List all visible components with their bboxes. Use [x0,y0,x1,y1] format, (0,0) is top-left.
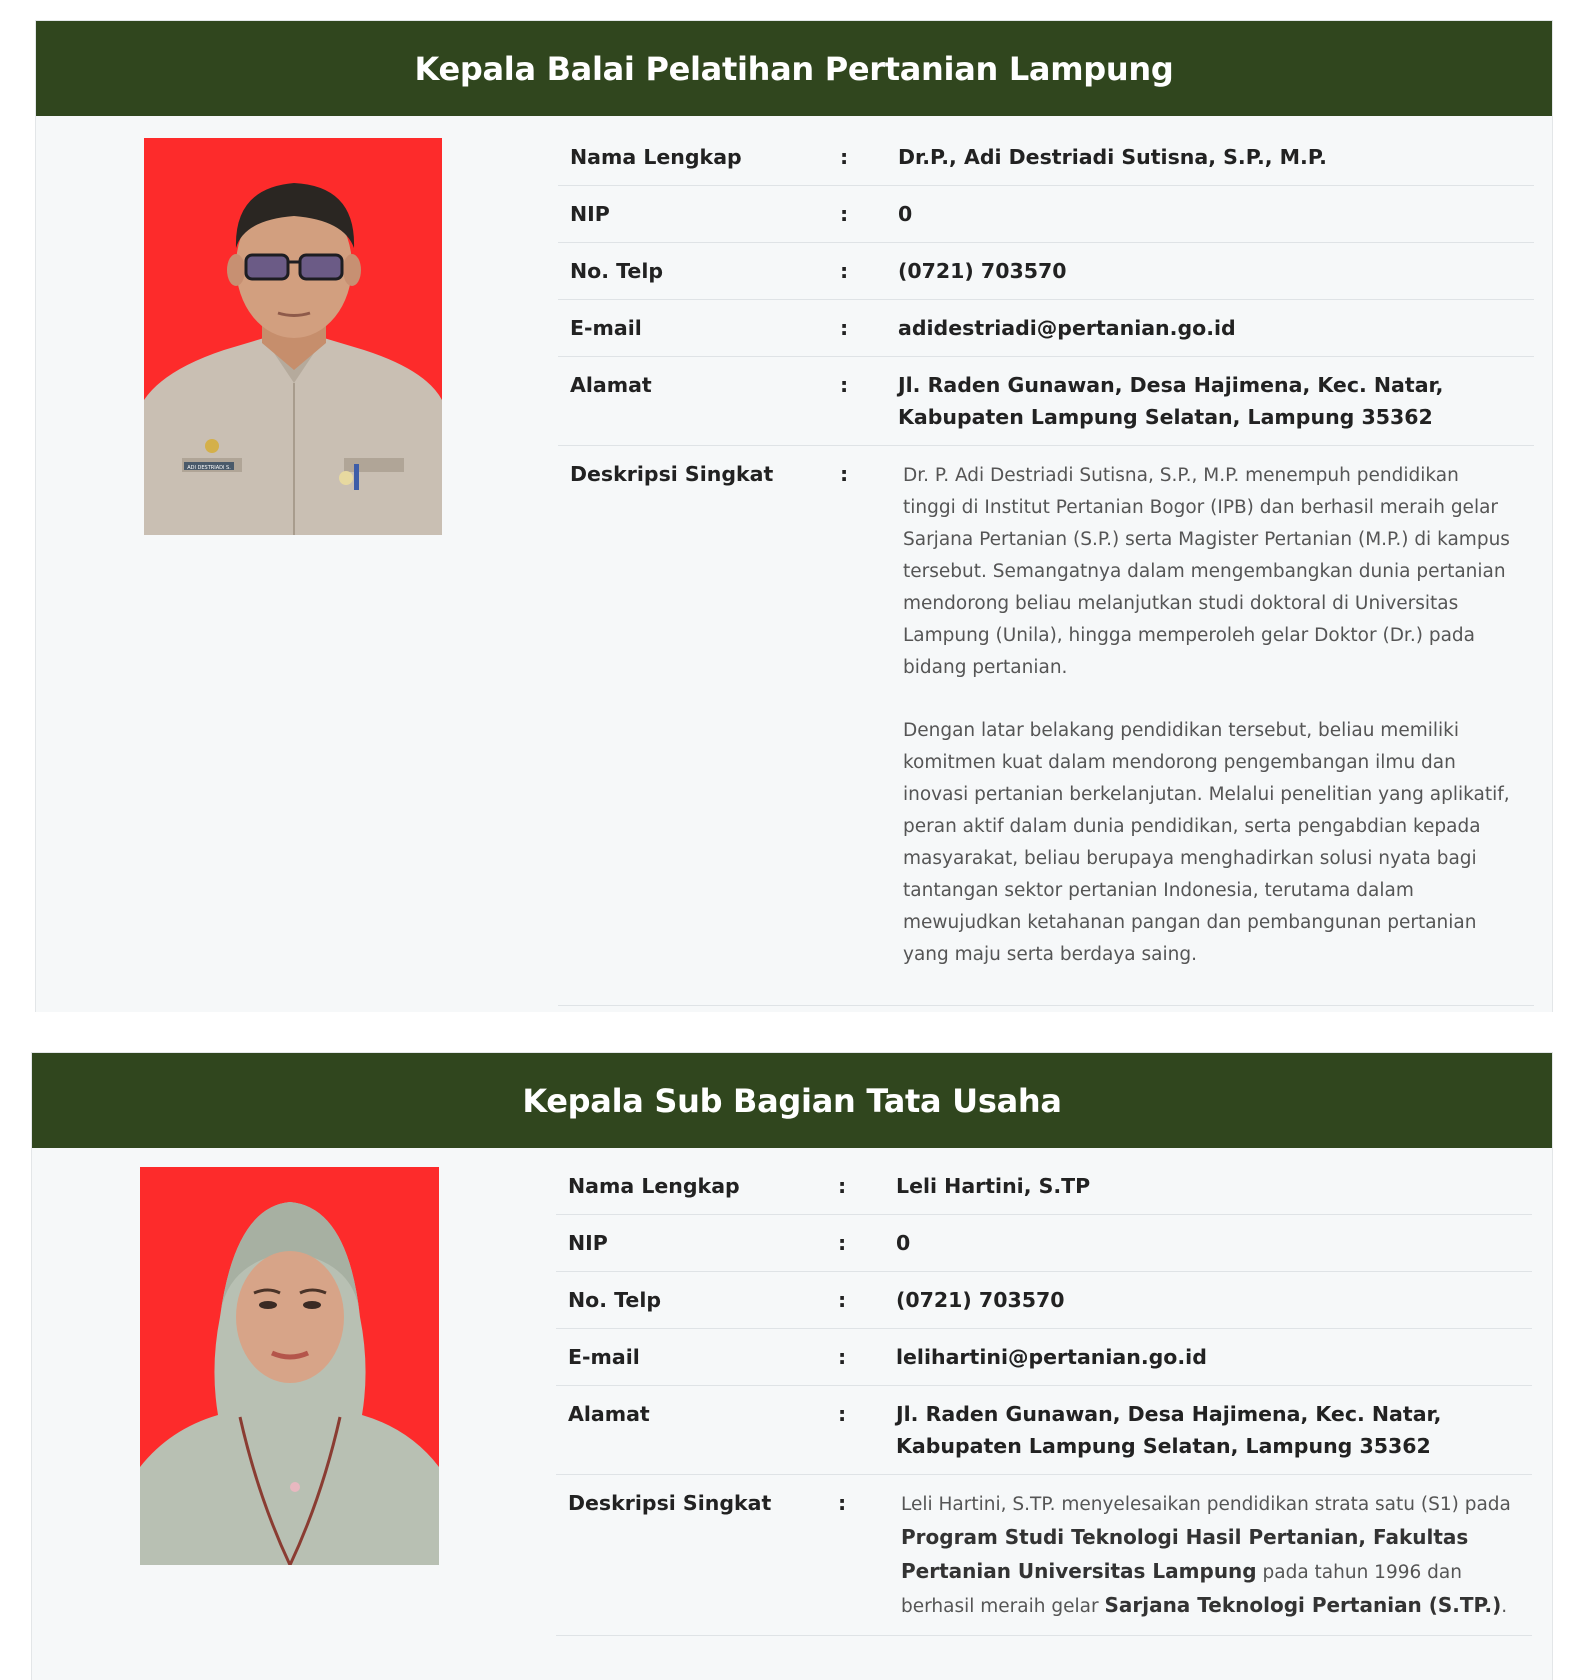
separator: : [840,259,849,283]
label-nip: NIP [570,202,610,226]
card-title: Kepala Balai Pelatihan Pertanian Lampung [36,21,1552,116]
description-text: Leli Hartini, S.TP. menyelesaikan pendidikan strata satu (S1) pada [901,1494,1511,1515]
profile-info-table [556,1158,1532,1636]
separator: : [838,1491,847,1515]
separator: : [838,1402,847,1426]
info-row-email [558,300,1534,357]
separator: : [840,316,849,340]
profile-card-head [35,20,1553,1012]
label-address: Alamat [570,373,652,397]
info-row-phone [558,243,1534,300]
value-address: Jl. Raden Gunawan, Desa Hajimena, Kec. Natar, Kabupaten Lampung Selatan, Lampung 35362 [896,1402,1442,1458]
separator: : [838,1345,847,1369]
info-row-nip [558,186,1534,243]
value-email: adidestriadi@pertanian.go.id [898,316,1236,340]
description-paragraph: Dr. P. Adi Destriadi Sutisna, S.P., M.P. menempuh pendidikan tinggi di Institut Pertanian Bogor (IPB) dan berhasil meraih gelar Sarjana Pertanian (S.P.) serta Magister Pertanian (M.P.) di kampus tersebut. Semangatnya dalam mengembangkan dunia pertanian mendorong beliau melanjutkan studi doktoral di Universitas Lampung (Unila), hingga memperoleh gelar Doktor (Dr.) pada bidang pertanian. [903,465,1510,678]
value-email: lelihartini@pertanian.go.id [896,1345,1207,1369]
label-description: Deskripsi Singkat [568,1491,772,1515]
value-nip: 0 [898,202,913,226]
label-name: Nama Lengkap [570,145,742,169]
info-row-name [556,1158,1532,1215]
info-row-phone [556,1272,1532,1329]
value-phone: (0721) 703570 [896,1288,1065,1312]
value-name: Dr.P., Adi Destriadi Sutisna, S.P., M.P. [898,145,1327,169]
value-description [896,1487,1532,1623]
info-row-description [558,446,1534,1006]
description-text: pada tahun 1996 dan berhasil meraih gelar [901,1562,1462,1617]
separator: : [840,202,849,226]
info-row-description [556,1475,1532,1636]
info-row-address [556,1386,1532,1475]
profile-photo [140,1167,439,1565]
separator: : [838,1231,847,1255]
info-row-email [556,1329,1532,1386]
value-address: Jl. Raden Gunawan, Desa Hajimena, Kec. Natar, Kabupaten Lampung Selatan, Lampung 35362 [898,373,1444,429]
profile-info-table [558,129,1534,1006]
label-nip: NIP [568,1231,608,1255]
description-text: . [1501,1596,1508,1617]
value-phone: (0721) 703570 [898,259,1067,283]
description-paragraph: Dengan latar belakang pendidikan tersebut, beliau memiliki komitmen kuat dalam mendorong pengembangan ilmu dan inovasi pertanian berkelanjutan. Melalui penelitian yang aplikatif, peran aktif dalam dunia pendidikan, serta pengabdian kepada masyarakat, beliau berupaya menghadirkan solusi nyata bagi tantangan sektor pertanian Indonesia, terutama dalam mewujudkan ketahanan pangan dan pembangunan pertanian yang maju serta berdaya saing. [903,720,1510,965]
profile-photo [144,138,442,535]
label-email: E-mail [568,1345,640,1369]
value-name: Leli Hartini, S.TP [896,1174,1091,1198]
description-emphasis: Sarjana Teknologi Pertanian (S.TP.) [1104,1593,1502,1617]
separator: : [840,373,849,397]
separator: : [838,1174,847,1198]
separator: : [838,1288,847,1312]
profile-card-admin [31,1052,1553,1680]
label-name: Nama Lengkap [568,1174,740,1198]
separator: : [840,145,849,169]
value-nip: 0 [896,1231,911,1255]
label-address: Alamat [568,1402,650,1426]
label-email: E-mail [570,316,642,340]
info-row-name [558,129,1534,186]
card-title: Kepala Sub Bagian Tata Usaha [32,1053,1552,1148]
svg-text:ADI DESTRIADI S.: ADI DESTRIADI S. [187,465,231,471]
label-description: Deskripsi Singkat [570,462,774,486]
label-phone: No. Telp [570,259,664,283]
label-phone: No. Telp [568,1288,662,1312]
info-row-address [558,357,1534,446]
description-emphasis: Program Studi Teknologi Hasil Pertanian, Fakultas Pertanian Universitas Lampung [901,1525,1469,1583]
separator: : [840,462,849,486]
info-row-nip [556,1215,1532,1272]
value-description [898,458,1534,971]
